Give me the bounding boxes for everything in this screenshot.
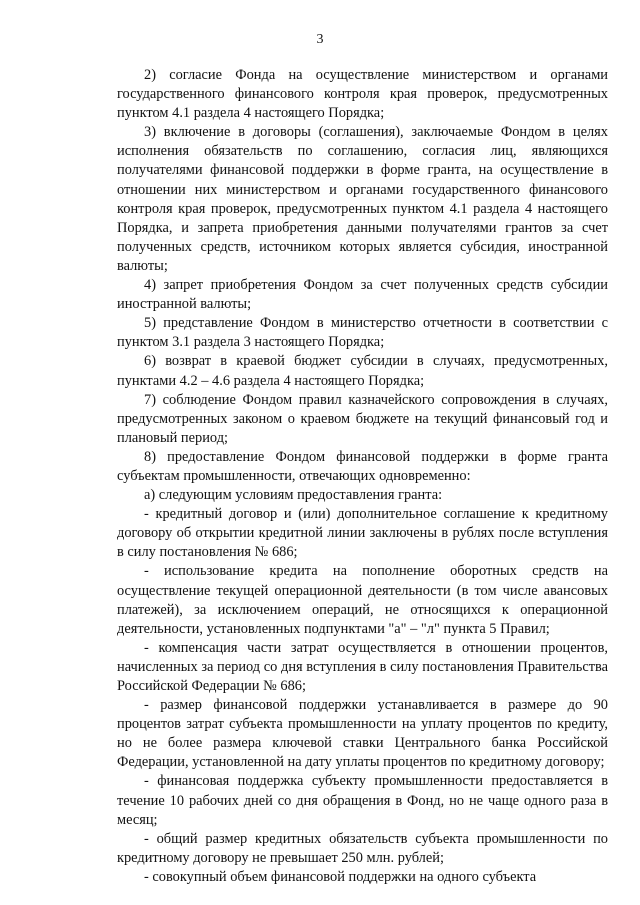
document-body: [117, 32, 608, 887]
page-number: 3: [316, 32, 324, 47]
condition-interest-compensation: - компенсация части затрат осуществляется в отношении процентов, начисленных за период со дня вступления в силу постановления Правительства Российской Федерации № 686;: [117, 639, 608, 694]
condition-credit-agreement: - кредитный договор и (или) дополнительное соглашение к кредитному договору об открытии кредитной линии заключены в рублях после вступления в силу постановления № 686;: [117, 506, 608, 561]
paragraph-item-7: 7) соблюдение Фондом правил казначейского сопровождения в случаях, предусмотренных законом о краевом бюджете на текущий финансовый год и плановый период;: [117, 391, 608, 446]
condition-credit-use: - использование кредита на пополнение оборотных средств на осуществление текущей операционной деятельности (в том числе авансовых платежей), за исключением операций, не относящихся к операционной деятельности, установленных подпунктами "а" – "л" пункта 5 Правил;: [117, 563, 608, 637]
paragraph-item-5: 5) представление Фондом в министерство отчетности в соответствии с пунктом 3.1 раздела 3 настоящего Порядка;: [117, 315, 608, 351]
condition-credit-limit: - общий размер кредитных обязательств субъекта промышленности по кредитному договору не превышает 250 млн. рублей;: [117, 830, 608, 866]
paragraph-item-6: 6) возврат в краевой бюджет субсидии в случаях, предусмотренных, пунктами 4.2 – 4.6 раздела 4 настоящего Порядка;: [117, 353, 608, 389]
paragraph-item-8: 8) предоставление Фондом финансовой поддержки в форме гранта субъектам промышленности, отвечающих одновременно:: [117, 448, 608, 484]
condition-support-timing: - финансовая поддержка субъекту промышленности предоставляется в течение 10 рабочих дней со дня обращения в Фонд, но не чаще одного раза в месяц;: [117, 773, 608, 828]
condition-support-amount: - размер финансовой поддержки устанавливается в размере до 90 процентов затрат субъекта промышленности на уплату процентов по кредиту, но не более размера ключевой ставки Центрального банка Российской Федерации, установленной на дату уплаты процентов по кредитному договору;: [117, 697, 608, 771]
paragraph-subitem-a: а) следующим условиям предоставления гранта:: [144, 487, 443, 504]
condition-total-support: - совокупный объем финансовой поддержки на одного субъекта: [144, 868, 537, 885]
paragraph-item-3: 3) включение в договоры (соглашения), заключаемые Фондом в целях исполнения обязательств по соглашению, согласия лиц, являющихся получателями финансовой поддержки в форме гранта, на осуществление в отношении них министерством и органами государственного финансового контроля края проверок, предусмотренных пунктом 4.1 раздела 4 настоящего Порядка, и запрета приобретения данными получателями грантов за счет полученных средств, источником которых является субсидия, иностранной валюты;: [117, 124, 608, 274]
paragraph-item-2: 2) согласие Фонда на осуществление министерством и органами государственного финансового контроля края проверок, предусмотренных пунктом 4.1 раздела 4 настоящего Порядка;: [117, 67, 608, 122]
paragraph-item-4: 4) запрет приобретения Фондом за счет полученных средств субсидии иностранной валюты;: [117, 277, 608, 313]
